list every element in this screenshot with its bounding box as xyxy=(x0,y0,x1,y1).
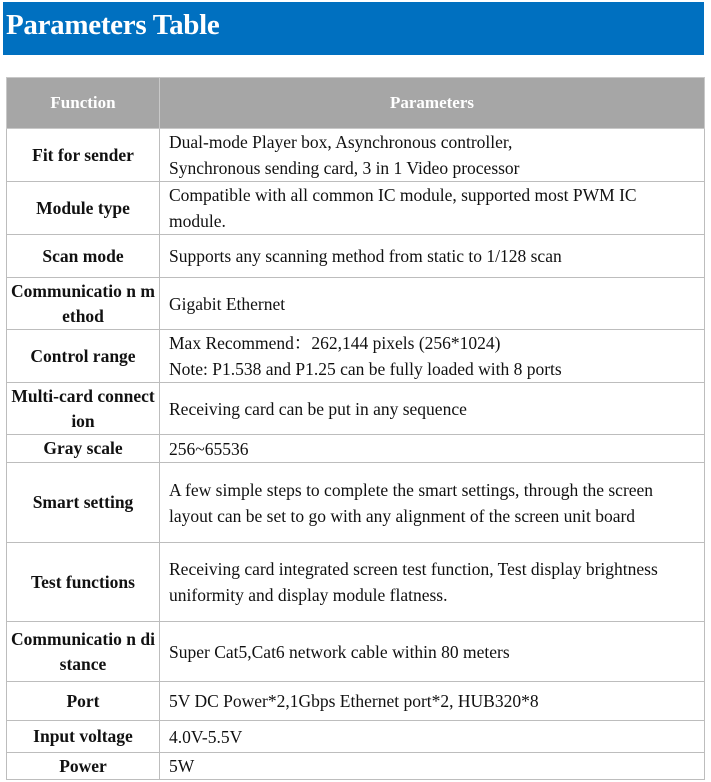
parameters-cell xyxy=(160,721,705,753)
parameter-line: Supports any scanning method from static to 1/128 scan xyxy=(169,246,562,266)
parameter-line: A few simple steps to complete the smart settings, through the screen layout can be set to go with any alignment of the screen unit board xyxy=(169,479,654,526)
column-header-parameters: Parameters xyxy=(160,78,705,129)
parameter-line: Synchronous sending card, 3 in 1 Video processor xyxy=(169,158,520,178)
parameter-line: Dual-mode Player box, Asynchronous controller, xyxy=(169,132,513,152)
function-cell: Communicatio n method xyxy=(7,278,160,330)
function-cell: Fit for sender xyxy=(7,129,160,182)
parameters-cell xyxy=(160,753,705,780)
parameter-line: 5V DC Power*2,1Gbps Ethernet port*2, HUB320*8 xyxy=(169,691,539,711)
parameter-line: Max Recommend：262,144 pixels (256*1024) xyxy=(169,333,501,353)
parameter-line: Receiving card can be put in any sequence xyxy=(169,398,467,419)
function-cell: Gray scale xyxy=(7,435,160,463)
function-cell: Module type xyxy=(7,182,160,235)
parameter-line: Super Cat5,Cat6 network cable within 80 meters xyxy=(169,641,510,662)
function-cell: Scan mode xyxy=(7,235,160,278)
table-row xyxy=(7,463,705,543)
parameter-line: Gigabit Ethernet xyxy=(169,293,286,314)
parameters-cell xyxy=(160,622,705,682)
table-row xyxy=(7,278,705,330)
table-row xyxy=(7,330,705,383)
parameters-table xyxy=(6,77,705,780)
parameter-line: 5W xyxy=(169,756,195,776)
function-cell: Port xyxy=(7,682,160,721)
table-row xyxy=(7,721,705,753)
parameters-cell xyxy=(160,129,705,182)
function-cell: Input voltage xyxy=(7,721,160,753)
title-bar xyxy=(3,2,704,55)
function-cell: Control range xyxy=(7,330,160,383)
parameters-cell xyxy=(160,543,705,622)
table-row xyxy=(7,682,705,721)
parameter-line: Note: P1.538 and P1.25 can be fully loaded with 8 ports xyxy=(169,359,562,379)
table-row xyxy=(7,383,705,435)
page-title: Parameters Table xyxy=(6,9,220,41)
table-row xyxy=(7,435,705,463)
parameter-line: Receiving card integrated screen test function, Test display brightness uniformity and display module flatness. xyxy=(169,559,658,605)
parameters-cell xyxy=(160,435,705,463)
parameters-cell xyxy=(160,278,705,330)
function-cell: Test functions xyxy=(7,543,160,622)
parameters-cell xyxy=(160,330,705,383)
table-row xyxy=(7,129,705,182)
table-row xyxy=(7,622,705,682)
table-header-row xyxy=(7,78,705,129)
parameters-cell xyxy=(160,682,705,721)
parameters-cell xyxy=(160,383,705,435)
function-cell: Multi-card connection xyxy=(7,383,160,435)
parameter-line: 4.0V-5.5V xyxy=(169,726,243,747)
parameter-line: 256~65536 xyxy=(169,438,249,459)
table-row xyxy=(7,543,705,622)
parameters-cell xyxy=(160,463,705,543)
table-row xyxy=(7,235,705,278)
column-header-function: Function xyxy=(7,78,160,129)
table-row xyxy=(7,182,705,235)
function-cell: Smart setting xyxy=(7,463,160,543)
parameters-cell xyxy=(160,235,705,278)
parameters-cell xyxy=(160,182,705,235)
parameter-line: Compatible with all common IC module, supported most PWM IC module. xyxy=(169,185,637,231)
function-cell: Communicatio n distance xyxy=(7,622,160,682)
table-row xyxy=(7,753,705,780)
function-cell: Power xyxy=(7,753,160,780)
